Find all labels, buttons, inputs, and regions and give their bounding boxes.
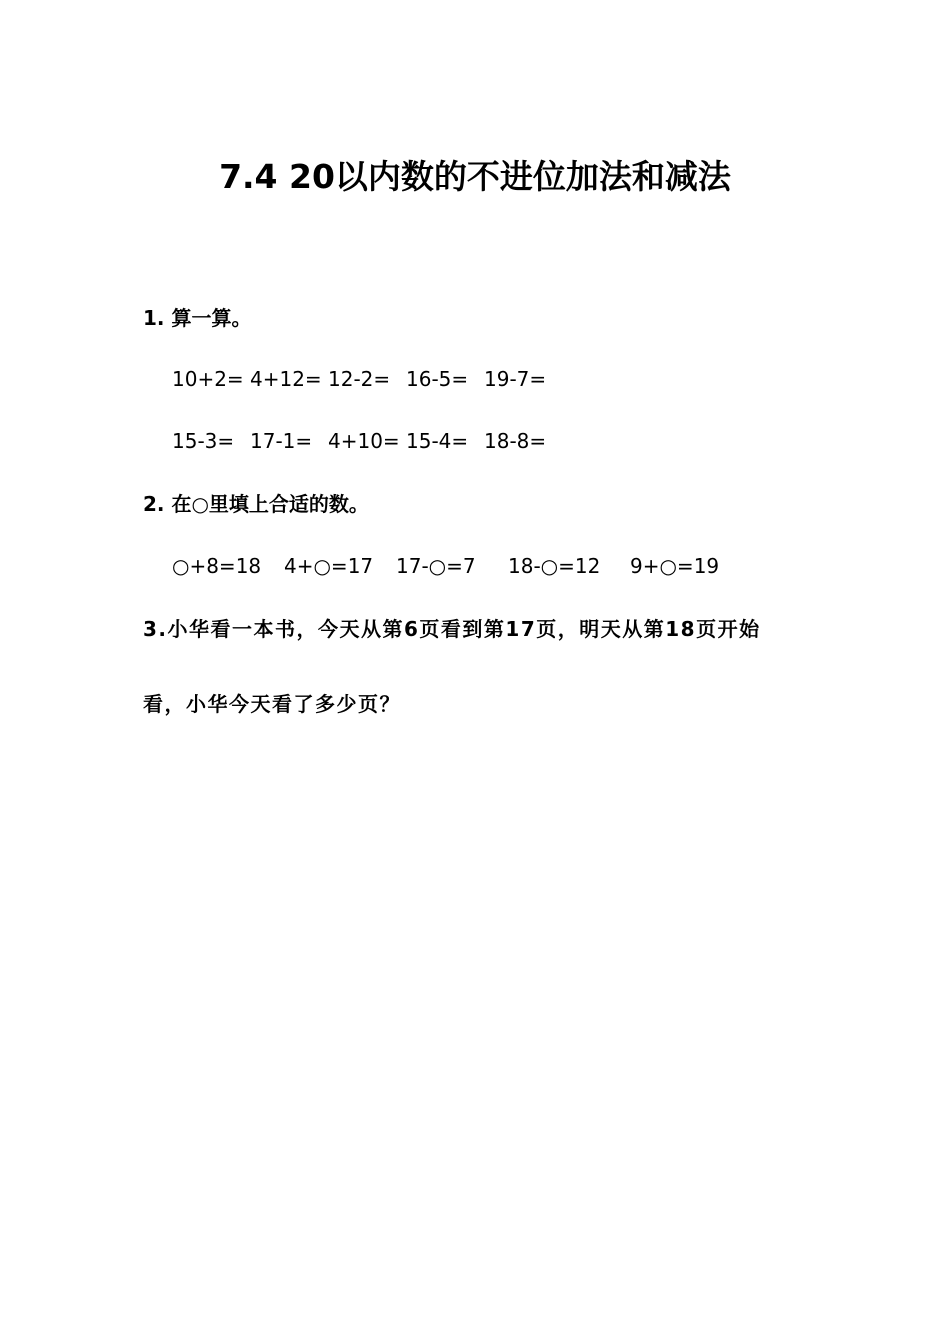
expression: 4+12= [250,367,322,391]
question-1-row-2 [172,426,562,456]
expression: 18-○=12 [508,554,601,578]
expression: 15-3= [172,429,235,453]
expression: 16-5= [406,367,469,391]
expression: 4+○=17 [284,554,374,578]
question-1-row-1 [172,364,562,394]
expression: 12-2= [328,367,391,391]
expression: 9+○=19 [630,554,720,578]
question-3-line-1: 3.小华看一本书，今天从第6页看到第17页，明天从第18页开始 [143,617,761,641]
question-2-heading: 2. 在○里填上合适的数。 [143,492,369,516]
expression: 4+10= [328,429,400,453]
expression: 17-○=7 [396,554,476,578]
expression: 17-1= [250,429,313,453]
question-2-row [172,551,742,581]
question-3-line-2: 看，小华今天看了多少页？ [143,692,401,716]
question-1-heading: 1. 算一算。 [143,306,252,330]
expression: 10+2= [172,367,244,391]
page-title: 7.4 20以内数的不进位加法和减法 [219,157,731,196]
expression: ○+8=18 [172,554,262,578]
expression: 15-4= [406,429,469,453]
expression: 19-7= [484,367,547,391]
expression: 18-8= [484,429,547,453]
